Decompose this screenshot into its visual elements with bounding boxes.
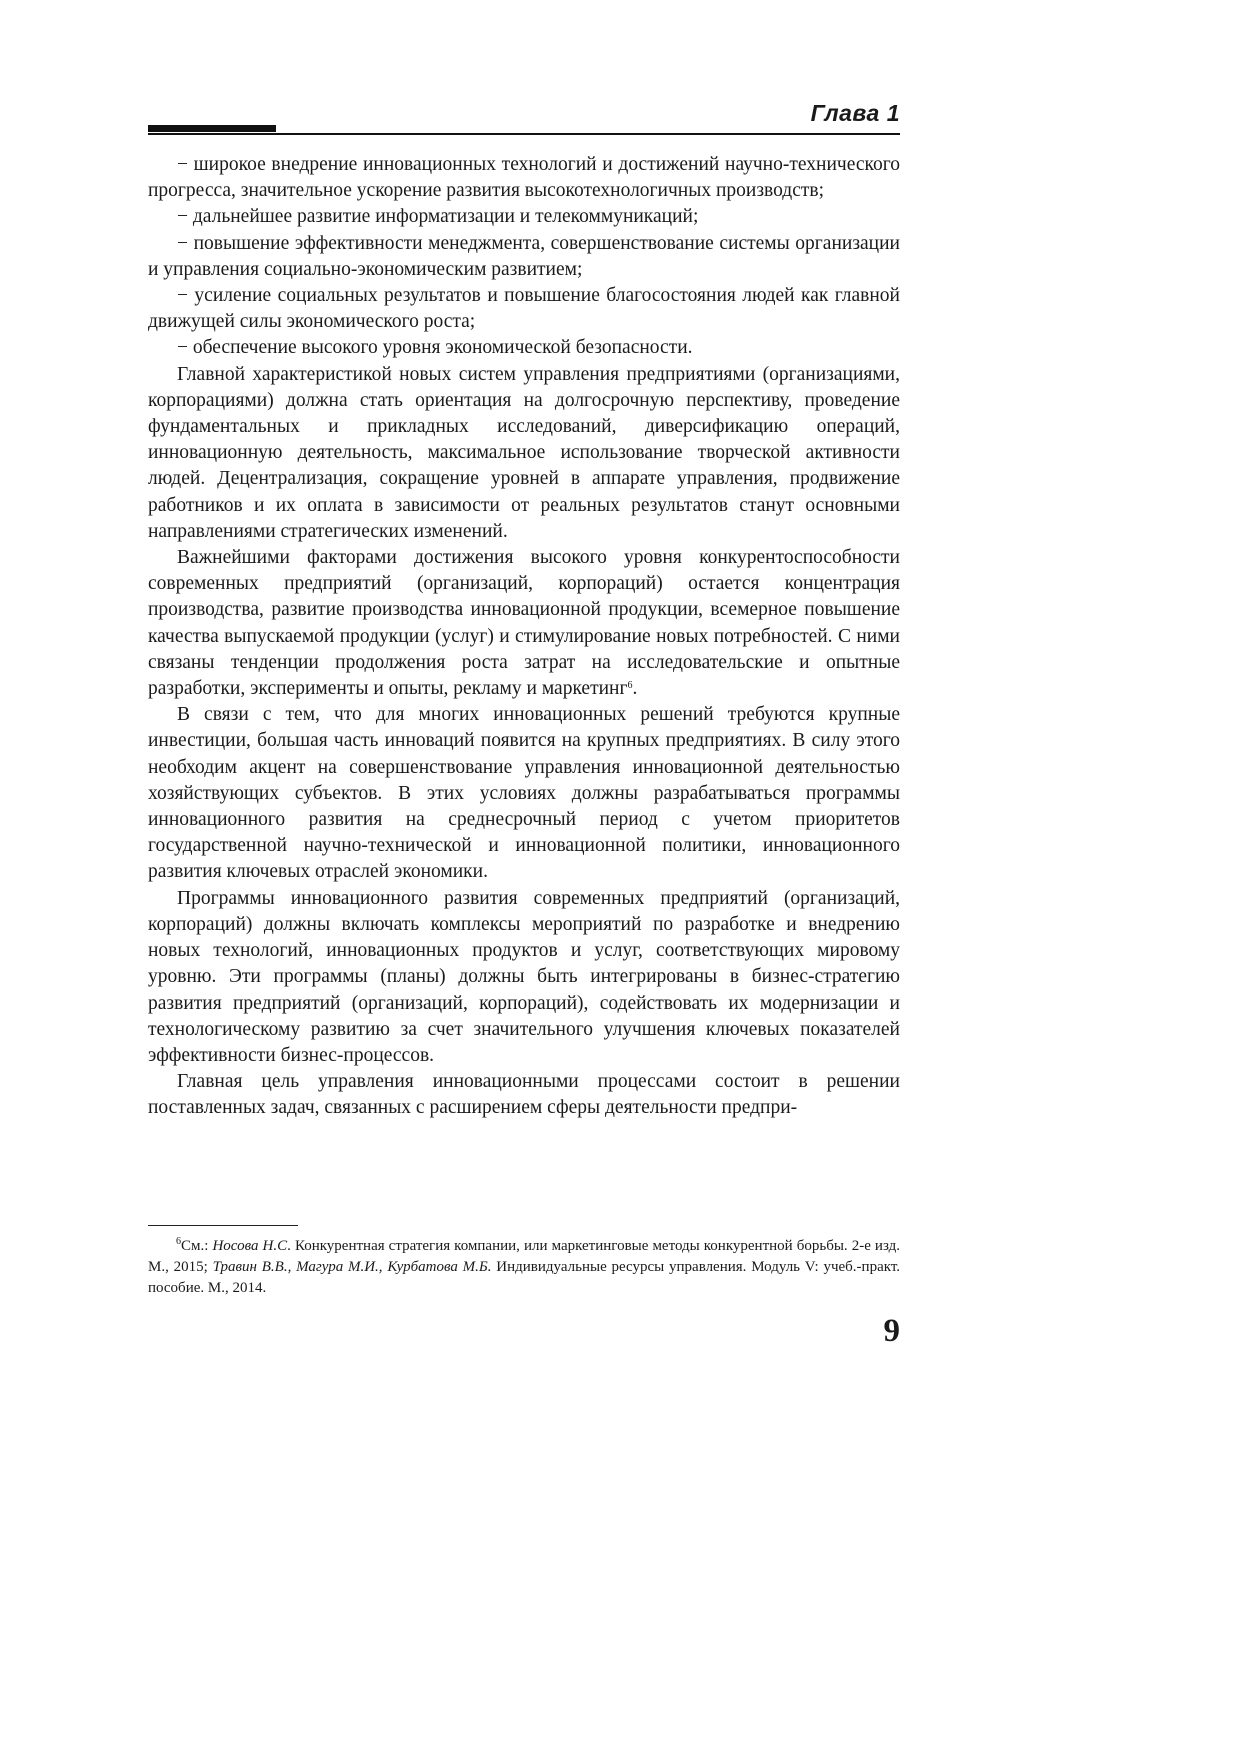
paragraph bbox=[148, 545, 900, 702]
chapter-title: Глава 1 bbox=[810, 100, 900, 126]
page-number: 9 bbox=[883, 1313, 900, 1349]
footnote-author: Носова Н.С bbox=[212, 1238, 288, 1254]
list-item: − усиление социальных результатов и повышение благосостояния людей как главной движущей силы экономического роста; bbox=[148, 285, 900, 333]
list-item: − широкое внедрение инновационных технологий и достижений научно-технического прогресса, значительное ускорение развития высокотехнологичных производств; bbox=[148, 154, 900, 202]
list-item: − повышение эффективности менеджмента, совершенствование системы организации и управления социально-экономическим развитием; bbox=[148, 232, 900, 280]
footnote-divider bbox=[148, 1225, 298, 1226]
paragraph-tail: . bbox=[632, 678, 638, 700]
footnote-text: . Конкурентная стратегия компании, или маркетинговые методы конкурентной борьбы. 2-е изд. М., 2015; bbox=[148, 1238, 900, 1275]
paragraph: В связи с тем, что для многих инновационных решений требуются крупные инвестиции, большая часть инноваций появится на крупных предприятиях. В силу этого необходим акцент на совершенствование управления инновационной деятельностью хозяйствующих субъектов. В этих условиях должны разрабатываться программы инновационного развития на среднесрочный период с учетом приоритетов государственной научно-технической и инновационной политики, инновационного развития ключевых отраслей экономики. bbox=[148, 704, 900, 883]
list-item: − дальнейшее развитие информатизации и телекоммуникаций; bbox=[177, 206, 699, 228]
header-rule-thick bbox=[148, 125, 276, 132]
footnote-author: Травин В.В., Магура М.И., Курбатова М.Б. bbox=[212, 1259, 492, 1275]
footnote-text: Индивидуальные ресурсы управления. Модуль V: учеб.-практ. пособие. М., 2014. bbox=[148, 1259, 900, 1296]
header-rule-thin bbox=[148, 133, 900, 135]
paragraph: Главная цель управления инновационными процессами состоит в решении поставленных задач, связанных с расширением сферы деятельности предпри- bbox=[148, 1071, 900, 1119]
paragraph: Главной характеристикой новых систем управления предприятиями (организациями, корпорациями) должна стать ориентация на долгосрочную перспективу, проведение фундаментальных и прикладных исследований, диверсификацию операций, инновационную деятельность, максимальное использование творческой активности людей. Децентрализация, сокращение уровней в аппарате управления, продвижение работников и их оплата в зависимости от реальных результатов станут основными направлениями стратегических изменений. bbox=[148, 363, 900, 542]
footnote bbox=[148, 1236, 900, 1299]
footnote-reference[interactable]: 6 bbox=[627, 680, 633, 692]
paragraph-text: Важнейшими факторами достижения высокого уровня конкурентоспособности современных предприятий (организаций, корпораций) остается концентрация производства, развитие производства инновационной продукции, всемерное повышение качества выпускаемой продукции (услуг) и стимулирование новых потребностей. С ними связаны тенденции продолжения роста затрат на исследовательские и опытные разработки, эксперименты и опыты, рекламу и маркетинг bbox=[148, 547, 900, 700]
footnote-lead: См.: bbox=[181, 1238, 213, 1254]
footnote-marker: 6 bbox=[176, 1236, 181, 1247]
paragraph: Программы инновационного развития современных предприятий (организаций, корпораций) должны включать комплексы мероприятий по разработке и внедрению новых технологий, инновационных продуктов и услуг, соответствующих мировому уровню. Эти программы (планы) должны быть интегрированы в бизнес-стратегию развития предприятий (организаций, корпораций), содействовать их модернизации и технологическому развитию за счет значительного улучшения ключевых показателей эффективности бизнес-процессов. bbox=[148, 887, 900, 1066]
body-text bbox=[148, 152, 900, 1122]
list-item: − обеспечение высокого уровня экономической безопасности. bbox=[177, 337, 693, 359]
